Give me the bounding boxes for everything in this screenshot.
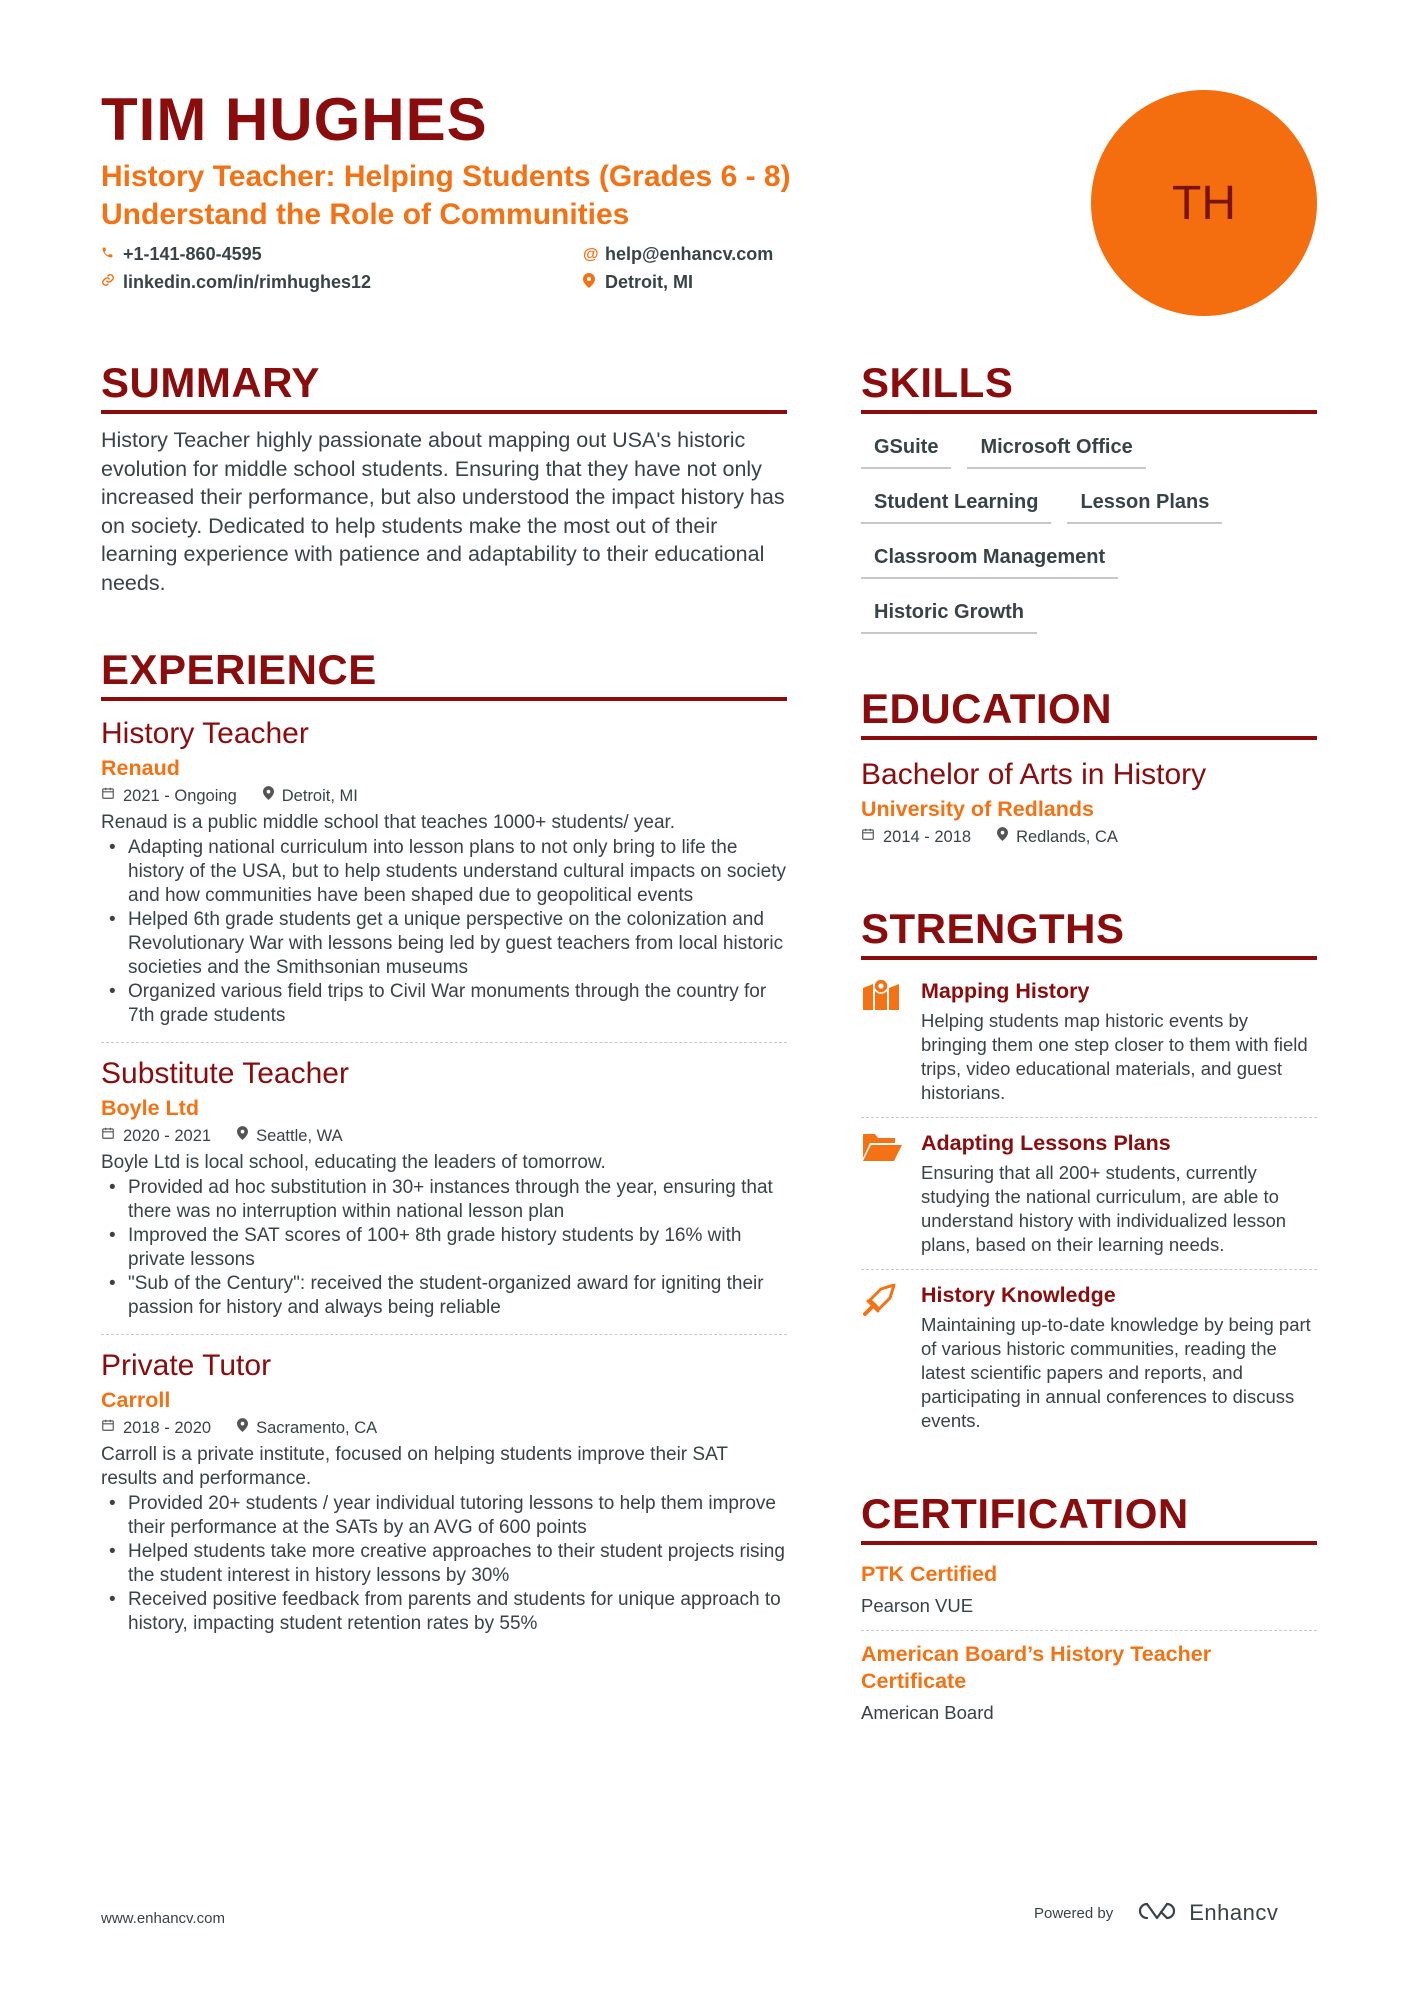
strength-title: Adapting Lessons Plans xyxy=(921,1131,1171,1155)
skills-heading: SKILLS xyxy=(861,358,1317,414)
candidate-tagline xyxy=(101,158,961,234)
certification-issuer: American Board xyxy=(861,1702,994,1723)
experience-location: Seattle, WA xyxy=(256,1127,343,1145)
education-section xyxy=(861,684,1317,850)
experience-item xyxy=(101,1055,787,1335)
education-heading: EDUCATION xyxy=(861,684,1317,740)
experience-bullets xyxy=(101,1176,787,1320)
strengths-heading: STRENGTHS xyxy=(861,904,1317,960)
experience-meta xyxy=(101,1123,787,1149)
experience-section xyxy=(101,645,787,1650)
calendar-icon xyxy=(101,783,115,809)
contact-email[interactable] xyxy=(583,244,773,265)
bullet-item: • Helped students take more creative approaches to their student projects rising the student interest in history lessons by 30% xyxy=(101,1540,787,1588)
education-location: Redlands, CA xyxy=(1016,828,1118,846)
certification-issuer: Pearson VUE xyxy=(861,1595,974,1616)
experience-location: Detroit, MI xyxy=(281,787,358,805)
skill-tag: Historic Growth xyxy=(861,595,1037,634)
right-column xyxy=(861,358,1317,1737)
skill-tag: Microsoft Office xyxy=(967,430,1145,469)
strength-item xyxy=(861,966,1317,1118)
link-icon xyxy=(101,273,123,292)
certification-heading: CERTIFICATION xyxy=(861,1489,1317,1545)
experience-heading: EXPERIENCE xyxy=(101,645,787,701)
experience-bullets xyxy=(101,836,787,1028)
avatar-initials: TH xyxy=(1172,176,1236,230)
sword-icon xyxy=(861,1280,921,1433)
experience-role: Private Tutor xyxy=(101,1349,272,1382)
phone-icon xyxy=(101,246,123,264)
experience-role: History Teacher xyxy=(101,717,309,750)
strength-description: Ensuring that all 200+ students, currently studying the national curriculum, are able to understand history with individualized lesson plans, based on their learning needs. xyxy=(921,1162,1287,1255)
at-icon: @ xyxy=(583,245,599,263)
experience-description: Renaud is a public middle school that teaches 1000+ students/ year. xyxy=(101,812,676,833)
experience-dates: 2020 - 2021 xyxy=(123,1127,212,1145)
location-text: Detroit, MI xyxy=(605,272,693,292)
education-school: University of Redlands xyxy=(861,797,1094,821)
contact-location xyxy=(583,272,693,293)
location-pin-icon xyxy=(583,273,605,293)
footer-branding[interactable] xyxy=(1034,1900,1278,1926)
avatar xyxy=(1091,90,1317,316)
bullet-item: • Provided 20+ students / year individual tutoring lessons to help them improve their performance at the SATs by an AVG of 600 points xyxy=(101,1492,787,1540)
bullet-item: • Received positive feedback from parents and students for unique approach to history, impacting student retention rates by 55% xyxy=(101,1588,787,1636)
experience-company: Boyle Ltd xyxy=(101,1096,199,1120)
experience-company: Renaud xyxy=(101,756,180,780)
strength-description: Maintaining up-to-date knowledge by being part of various historic communities, reading the latest scientific papers and reports, and participating in annual conferences to discuss events. xyxy=(921,1314,1311,1431)
calendar-icon xyxy=(861,824,875,850)
experience-meta xyxy=(101,783,787,809)
folder-open-icon xyxy=(861,1128,921,1257)
calendar-icon xyxy=(101,1123,115,1149)
strength-item xyxy=(861,1270,1317,1445)
experience-dates: 2021 - Ongoing xyxy=(123,787,237,805)
location-pin-icon xyxy=(263,783,274,809)
linkedin-text: linkedin.com/in/rimhughes12 xyxy=(123,272,372,292)
strength-title: History Knowledge xyxy=(921,1283,1116,1307)
skill-tag: GSuite xyxy=(861,430,951,469)
certification-title: PTK Certified xyxy=(861,1562,998,1586)
education-degree: Bachelor of Arts in History xyxy=(861,758,1207,791)
strengths-section xyxy=(861,904,1317,1445)
certification-section xyxy=(861,1489,1317,1737)
experience-description: Boyle Ltd is local school, educating the leaders of tomorrow. xyxy=(101,1152,606,1173)
summary-text: History Teacher highly passionate about mapping out USA's historic evolution for middle school students. Ensuring that they have not only increased their performance, but also understood the impact history has on society. Dedicated to help students make the most out of their learning experience with patience and adaptability to their educational needs. xyxy=(101,428,785,595)
powered-by-text: Powered by xyxy=(1034,1904,1114,1922)
phone-text: +1-141-860-4595 xyxy=(123,244,262,264)
certification-item xyxy=(861,1631,1317,1737)
brand-name: Enhancv xyxy=(1189,1900,1279,1925)
contact-phone[interactable] xyxy=(101,244,262,265)
left-column xyxy=(101,358,787,1662)
bullet-item: • Adapting national curriculum into lesson plans to not only bring to life the history of the USA, but to help students understand cultural impacts on society and how communities have been shaped due to geopolitical events xyxy=(101,836,787,908)
experience-role: Substitute Teacher xyxy=(101,1057,349,1090)
bullet-item: • "Sub of the Century": received the student-organized award for igniting their passion for history and always being reliable xyxy=(101,1272,787,1320)
education-dates: 2014 - 2018 xyxy=(883,828,972,846)
map-icon xyxy=(861,976,921,1105)
bullet-item: • Organized various field trips to Civil War monuments through the country for 7th grade students xyxy=(101,980,787,1028)
strength-item xyxy=(861,1118,1317,1270)
skill-tag: Lesson Plans xyxy=(1067,485,1222,524)
experience-dates: 2018 - 2020 xyxy=(123,1419,212,1437)
tagline-line-2: Understand the Role of Communities xyxy=(101,198,630,231)
experience-description: Carroll is a private institute, focused on helping students improve their SAT results and performance. xyxy=(101,1444,728,1489)
education-meta xyxy=(861,824,1317,850)
certification-title: American Board’s History Teacher Certificate xyxy=(861,1642,1212,1693)
enhancv-logo-icon xyxy=(1135,1900,1181,1926)
experience-company: Carroll xyxy=(101,1388,171,1412)
experience-bullets xyxy=(101,1492,787,1636)
certification-item xyxy=(861,1551,1317,1631)
skills-list xyxy=(861,430,1317,650)
skill-tag: Student Learning xyxy=(861,485,1051,524)
experience-item xyxy=(101,1347,787,1650)
summary-section xyxy=(101,358,787,597)
tagline-line-1: History Teacher: Helping Students (Grades 6 - 8) xyxy=(101,160,791,193)
location-pin-icon xyxy=(237,1123,248,1149)
footer-website[interactable]: www.enhancv.com xyxy=(101,1910,225,1927)
skills-section xyxy=(861,358,1317,650)
calendar-icon xyxy=(101,1415,115,1441)
contact-linkedin[interactable] xyxy=(101,272,371,293)
summary-heading: SUMMARY xyxy=(101,358,787,414)
strength-title: Mapping History xyxy=(921,979,1090,1003)
skill-tag: Classroom Management xyxy=(861,540,1118,579)
bullet-item: • Improved the SAT scores of 100+ 8th grade history students by 16% with private lessons xyxy=(101,1224,787,1272)
experience-item xyxy=(101,715,787,1043)
strength-description: Helping students map historic events by bringing them one step closer to them with field trips, video educational materials, and guest historians. xyxy=(921,1010,1308,1103)
location-pin-icon xyxy=(237,1415,248,1441)
candidate-name: TIM HUGHES xyxy=(101,86,488,153)
location-pin-icon xyxy=(997,824,1008,850)
bullet-item: • Helped 6th grade students get a unique perspective on the colonization and Revolutionary War with lessons being led by guest teachers from local historic societies and the Smithsonian museums xyxy=(101,908,787,980)
experience-location: Sacramento, CA xyxy=(256,1419,378,1437)
email-text: help@enhancv.com xyxy=(605,244,774,264)
bullet-item: • Provided ad hoc substitution in 30+ instances through the year, ensuring that there was no interruption within national lesson plan xyxy=(101,1176,787,1224)
experience-meta xyxy=(101,1415,787,1441)
